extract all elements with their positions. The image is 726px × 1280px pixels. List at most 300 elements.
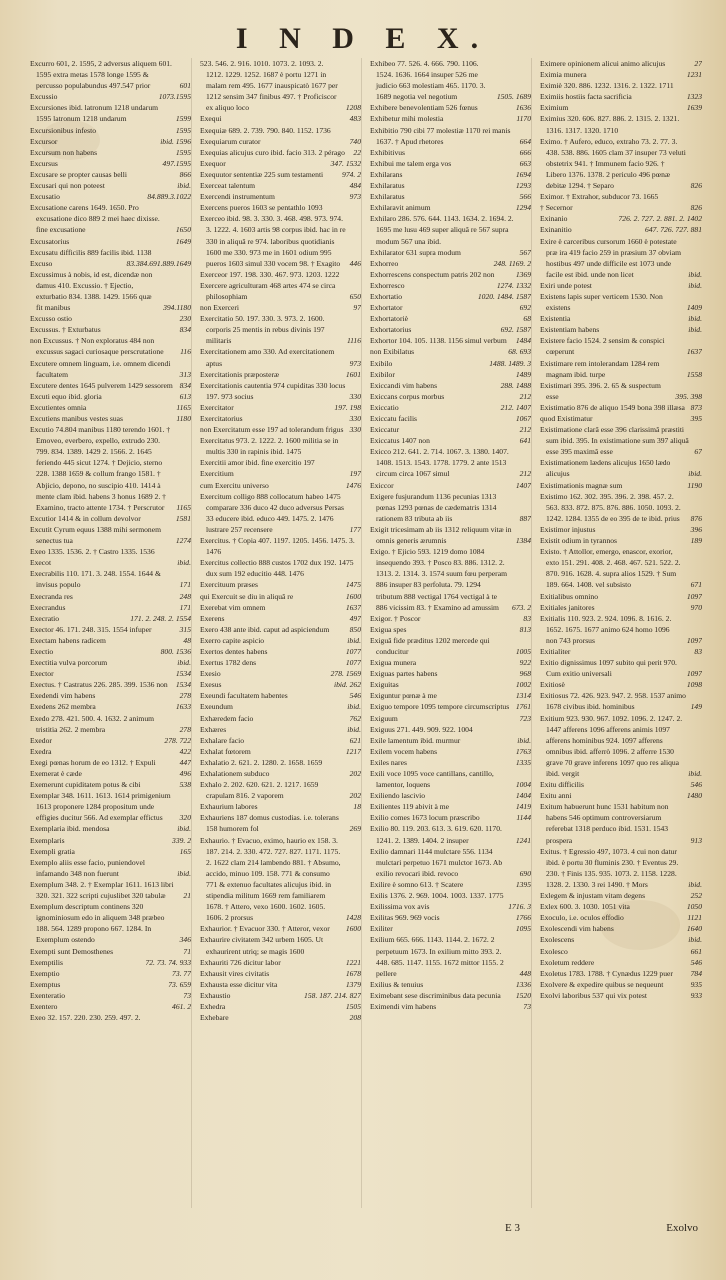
index-entry: [540, 790, 702, 801]
index-entry: [200, 468, 361, 479]
index-entry: [370, 58, 531, 102]
index-entry-reference: 1649: [175, 236, 191, 246]
index-entry: [200, 1012, 361, 1023]
index-entry-term: Excutio 74.804 manibus 1180 terendo 1601. † Emoveo, everbero, expello, extrudo 230. 799. 834. 1389. 1429 2. 1566. 2. 1645 feriendo 445 sicut 1274. † Dejicio, sterno 228. 1388 1659 & collum frango 1581. † Abjicio, depono, no suscipio 410. 1414 à mente clam ibid. habens 3 honus 1689 2. † Examino, tracto attente 1734. † Perscrutor: [30, 425, 171, 512]
index-entry: [370, 524, 531, 546]
index-entry: [370, 757, 531, 768]
index-entry-term: cum Exercitu universo: [200, 480, 269, 490]
index-entry-reference: 171: [179, 580, 191, 590]
index-entry-term: Excursum non habens: [30, 147, 98, 157]
index-entry-reference: 973: [349, 192, 361, 202]
index-entry: [540, 957, 702, 968]
index-entry-term: Exemplaria ibid. mendosa: [30, 824, 110, 834]
index-entry-reference: 313: [179, 369, 191, 379]
index-entry-reference: 601: [179, 81, 191, 91]
index-entry: [370, 679, 531, 690]
index-entry-term: Exhibitivus: [370, 147, 406, 157]
index-entry: [200, 125, 361, 136]
index-entry-reference: 72. 73. 74. 933: [145, 957, 191, 967]
index-entry-term: Exhalare facio: [200, 735, 245, 745]
index-entry: [370, 613, 531, 624]
index-entry-term: Exilio 80. 119. 203. 613. 3. 619. 620. 1170. 1241. 2. 1389. 1404. 2 insuper: [370, 824, 502, 845]
index-entry-reference: ibid.: [688, 769, 702, 778]
index-entry-reference: 834: [179, 380, 191, 390]
index-entry-reference: 165: [179, 846, 191, 856]
index-entry-term: Exeundum: [200, 702, 233, 712]
index-entry: [30, 624, 191, 635]
index-entry-reference: 1428: [345, 913, 361, 923]
index-entry: [30, 568, 191, 590]
index-entry-term: Exercitationis præposteræ: [200, 369, 280, 379]
index-entry: [370, 291, 531, 302]
index-entry-reference: 913: [690, 835, 702, 845]
index-entry-reference: 1637: [345, 602, 361, 612]
index-entry-reference: 647. 726. 727. 881: [645, 225, 702, 235]
index-entry-term: Eximius 320. 606. 827. 886. 2. 1315. 2. 1321. 1316. 1317. 1320. 1710: [540, 114, 680, 135]
index-entry-reference: 692. 1587: [500, 325, 531, 335]
index-entry-term: Excursor: [30, 136, 58, 146]
index-entry-reference: 22: [353, 147, 361, 157]
index-entry-reference: 395. 398: [675, 391, 702, 401]
index-entry-reference: 873: [690, 402, 702, 412]
index-entry-reference: 723: [519, 713, 531, 723]
index-entry: [200, 613, 361, 624]
index-entry: [370, 735, 531, 746]
index-entry-reference: 1395: [515, 879, 531, 889]
index-entry-reference: 347. 1532: [330, 158, 361, 168]
index-entry-term: Exigere fusjurandum 1136 pecunias 1313 pœnas 1293 pœnas de cædematris 1314 rationem 83 tributa ab iis: [370, 491, 497, 523]
index-entry: [540, 224, 702, 235]
index-entry-term: Exilium 665. 666. 1143. 1144. 2. 1672. 2 perpetuum 1673. In exilium mitto 393. 2. 448. 685. 1147. 1155. 1672 mittor 1155. 2 pellere: [370, 935, 504, 978]
index-entry-term: Exiguâ fide præditus 1202 mercede qui conducitur: [370, 635, 490, 656]
index-entry-term: Exeo 1335. 1536. 2. † Castro 1335. 1536: [30, 547, 155, 557]
index-entry-term: Exoculo, i.e. oculos effodio: [540, 913, 624, 923]
index-entry: [540, 69, 702, 80]
index-entry: [200, 690, 361, 701]
index-entry: [540, 979, 702, 990]
index-entry-reference: 73: [523, 1001, 531, 1011]
index-entry: [370, 446, 531, 479]
index-entry-reference: ibid.: [688, 280, 702, 290]
index-entry: [30, 180, 191, 191]
index-entry: [540, 968, 702, 979]
index-entry-reference: 567: [519, 247, 531, 257]
index-entry-term: Exhilaravit animum: [370, 203, 431, 213]
index-entry: [200, 934, 361, 956]
index-entry-reference: 1419: [515, 802, 531, 812]
index-entry: [200, 413, 361, 424]
index-entry: [370, 934, 531, 978]
index-entry: [370, 147, 531, 158]
index-entry-term: Exhortatorius: [370, 325, 412, 335]
index-entry: [540, 946, 702, 957]
index-entry: [200, 302, 361, 313]
index-entry-term: Exlegem & injustam vitam degens: [540, 891, 646, 901]
index-entry: [30, 990, 191, 1001]
index-entry: [540, 602, 702, 613]
index-entry-term: Exhæredem facio: [200, 713, 254, 723]
index-entry: [200, 635, 361, 646]
index-entry-reference: 661: [690, 946, 702, 956]
index-entry: [30, 901, 191, 945]
index-entry: [30, 690, 191, 701]
index-entry: [370, 358, 531, 369]
index-entry: [200, 380, 361, 402]
index-entry-term: Exercitus collectio 888 custos 1702 dux 192. 1475 dux sum 192 educitio 448. 1476: [200, 558, 354, 579]
index-entry-term: Exhilarans: [370, 169, 403, 179]
index-entry: [200, 136, 361, 147]
index-entry-term: Exequiæ 689. 2. 739. 790. 840. 1152. 1736: [200, 125, 331, 135]
index-entry-term: Exeundi facultatem habentes: [200, 691, 288, 701]
index-entry-term: Existentia: [540, 314, 571, 324]
index-entry-term: Exhedra: [200, 1001, 226, 1011]
index-entry-reference: 1005: [515, 646, 531, 656]
index-columns: [30, 58, 702, 1208]
index-entry-reference: 27: [694, 59, 702, 68]
index-entry: [200, 646, 361, 657]
index-entry-term: Exhortator: [370, 303, 403, 313]
index-entry-term: Exiguntur pœnæ à me: [370, 691, 437, 701]
index-entry: [30, 957, 191, 968]
index-entry-reference: 866: [179, 169, 191, 179]
index-entry-reference: 1369: [515, 269, 531, 279]
index-entry-reference: 1766: [515, 913, 531, 923]
index-entry-term: Excussus. † Exturbatus: [30, 325, 101, 335]
index-entry-term: Excutere omnem linguam, i.e. omnem dicendi facultatem: [30, 358, 171, 379]
index-entry: [30, 191, 191, 202]
index-entry-reference: 826: [690, 181, 702, 191]
index-entry-reference: 446: [349, 258, 361, 268]
index-entry-reference: 497: [349, 613, 361, 623]
index-entry: [30, 591, 191, 602]
index-entry-term: Exercitator: [200, 402, 234, 412]
index-entry: [200, 668, 361, 679]
index-entry-term: 523. 546. 2. 916. 1010. 1073. 2. 1093. 2. 1212. 1229. 1252. 1687 è portu 1271 in malam rem 495. 1677 inauspicatò 1677 per 1212 sensim 347 finibus 497. † Proficiscor ex aliquo loco: [200, 59, 338, 113]
index-entry: [370, 402, 531, 413]
index-entry: [200, 979, 361, 990]
index-entry: [370, 768, 531, 790]
index-entry-term: Exoletus 1783. 1788. † Cynædus 1229 puer: [540, 968, 673, 978]
index-entry-term: Exolesco: [540, 946, 568, 956]
index-entry: [200, 679, 361, 690]
index-entry-reference: 1595: [175, 147, 191, 157]
index-entry-reference: ibid.: [177, 181, 191, 191]
index-entry-reference: 1650: [175, 225, 191, 235]
index-entry-term: qui Exercuit se diu in aliquâ re: [200, 591, 294, 601]
index-entry: [30, 391, 191, 402]
index-entry-reference: 1480: [686, 791, 702, 801]
index-entry: [540, 657, 702, 679]
index-entry-reference: 346: [179, 935, 191, 945]
index-entry: [370, 369, 531, 380]
index-entry-reference: ibid.: [688, 325, 702, 335]
index-entry-term: Exinanitio: [540, 225, 572, 235]
index-entry: [30, 979, 191, 990]
index-entry: [540, 358, 702, 380]
index-entry: [540, 58, 702, 69]
index-entry-term: Exiliter: [370, 924, 393, 934]
index-entry-reference: 1293: [515, 181, 531, 191]
index-entry-term: Excusari qui non poteest: [30, 181, 105, 191]
index-entry-reference: ibid.: [177, 658, 191, 668]
index-entry-term: Exilientes 119 abivit à me: [370, 802, 450, 812]
index-entry: [540, 912, 702, 923]
index-entry-term: Exibilor: [370, 369, 395, 379]
index-entry-reference: 278. 1569: [330, 669, 361, 679]
index-entry-term: Exercitationem amo 330. Ad exercitationem aptus: [200, 347, 335, 368]
index-entry-term: Exhilaratus: [370, 181, 405, 191]
index-entry: [200, 768, 361, 779]
index-entry-reference: 1407: [515, 480, 531, 490]
index-entry: [540, 191, 702, 202]
index-entry: [200, 1001, 361, 1012]
index-entry-term: Exemplum 348. 2. † Exemplar 1611. 1613 libri 320. 321. 322 scripti cujuslibet 320 tabulæ: [30, 879, 174, 901]
index-entry-reference: 673. 2: [512, 602, 531, 612]
index-entry-reference: 1761: [515, 702, 531, 712]
index-entry-reference: 974. 2: [342, 169, 361, 179]
index-entry-term: Eximiis hostiis facta sacrificia: [540, 92, 632, 102]
index-entry-reference: 1121: [687, 913, 702, 923]
index-entry-reference: 1505: [345, 1001, 361, 1011]
index-entry-term: Eximia munera: [540, 70, 587, 80]
index-entry-term: Exilio damnari 1144 mulctare 556. 1134 mulctari perpetuo 1671 mulctor 1673. Ab exilio revocari ibid. revoco: [370, 846, 503, 878]
index-entry: [540, 524, 702, 535]
index-entry: [30, 968, 191, 979]
index-entry-reference: 330: [349, 414, 361, 423]
index-entry: [370, 657, 531, 668]
index-entry-term: Exolescens: [540, 935, 575, 945]
index-entry-term: Exitu anni: [540, 791, 572, 801]
index-entry-term: Exhibitio 790 cibi 77 molestiæ 1170 rei manis 1637. † Apud rhetores: [370, 125, 511, 146]
index-entry: [200, 757, 361, 768]
index-entry-term: Exector: [30, 669, 54, 679]
index-entry: [200, 269, 361, 280]
signature-mark: E 3: [505, 1222, 520, 1234]
index-entry: [370, 491, 531, 524]
index-entry-reference: 1384: [515, 536, 531, 546]
index-entry-reference: ibid.: [177, 824, 191, 834]
index-entry-reference: 1050: [686, 902, 702, 912]
index-entry: [30, 657, 191, 668]
index-entry-term: Exhalatio 2. 621. 2. 1280. 2. 1658. 1659: [200, 757, 323, 767]
index-entry-term: Excusare se propter causas belli: [30, 169, 127, 179]
index-entry-term: Exedor: [30, 735, 52, 745]
index-entry-reference: 197: [349, 469, 361, 479]
index-entry-term: Exequutor sententiæ 225 sum testamenti: [200, 169, 324, 179]
index-column-1: [30, 58, 192, 1208]
index-entry-term: Exentero: [30, 1001, 58, 1011]
index-entry-reference: 252: [690, 891, 702, 901]
index-entry-reference: 189: [690, 536, 702, 546]
index-entry-reference: 1409: [686, 303, 702, 313]
index-entry-term: Exercitationis cautentia 974 cupiditas 330 locus 197. 973 socius: [200, 380, 346, 401]
index-entry-reference: 1379: [345, 979, 361, 989]
index-entry: [200, 835, 361, 924]
index-entry-reference: 339. 2: [172, 835, 191, 845]
index-entry-term: Exitu difficilis: [540, 780, 584, 790]
index-entry-term: Exercitus. † Copia 407. 1197. 1205. 1456. 1475. 3. 1476: [200, 536, 355, 557]
index-entry-term: Existens lapis super verticem 1530. Non existens: [540, 291, 663, 313]
index-entry: [370, 480, 531, 491]
index-entry: [30, 58, 191, 91]
index-entry-term: Exilis 1376. 2. 969. 1004. 1003. 1337. 1775: [370, 891, 504, 901]
index-entry: [540, 591, 702, 602]
index-entry-term: Exercitii amor ibid. fine exercitio 197: [200, 458, 315, 468]
index-entry: [200, 313, 361, 346]
index-entry-reference: 48: [183, 635, 191, 645]
index-entry: [200, 624, 361, 635]
index-entry: [540, 113, 702, 135]
index-entry: [30, 147, 191, 158]
index-entry-term: Excussimus à nobis, id est, dicendæ non damus 410. Excussio. † Ejectio, exturbatio 834. 1388. 1429. 1566 quæ fit manibus: [30, 269, 153, 313]
index-entry-term: Exile lamentum ibid. murmur: [370, 735, 461, 745]
index-entry: [200, 801, 361, 812]
index-entry-term: Exercere agriculturam 468 artes 474 se circa philosophiam: [200, 280, 336, 301]
index-entry-term: Exiguitas: [370, 680, 399, 690]
index-entry: [200, 158, 361, 169]
index-entry-term: Exibilo: [370, 358, 393, 368]
index-entry-term: Exitiosè: [540, 680, 565, 690]
index-entry: [200, 346, 361, 368]
index-entry-term: Exeo 32. 157. 220. 230. 259. 497. 2.: [30, 1013, 141, 1023]
index-entry: [540, 779, 702, 790]
index-entry: [30, 202, 191, 235]
index-entry: [370, 180, 531, 191]
index-entry-reference: 663: [519, 158, 531, 168]
index-entry-reference: 1558: [686, 369, 702, 379]
index-entry-term: Exesio: [200, 669, 221, 679]
index-entry-term: Exercitatio 50. 197. 330. 3. 973. 2. 1600. corporis 25 mentis in rebus divinis 197 militaris: [200, 314, 325, 346]
index-entry-term: Exerebat vim omnem: [200, 602, 266, 612]
index-entry: [540, 480, 702, 491]
index-entry-term: Excusatio: [30, 192, 60, 202]
index-entry-term: Exiccor: [370, 480, 394, 490]
index-entry: [30, 102, 191, 124]
index-entry-reference: 422: [179, 746, 191, 756]
index-entry-reference: 813: [519, 624, 531, 634]
index-entry-term: Eximebant sese discriminibus data pecunia: [370, 990, 501, 1000]
index-entry-reference: 1077: [345, 658, 361, 668]
index-entry: [200, 779, 361, 801]
index-entry-reference: 1217: [345, 746, 361, 756]
index-entry-term: Exilem vocem habens: [370, 746, 438, 756]
index-entry-reference: 1678: [345, 968, 361, 978]
index-entry-term: Exempli gratia: [30, 846, 75, 856]
index-entry: [30, 613, 191, 624]
index-entry-term: Exercitatus 973. 2. 1222. 2. 1600 militia se in multis 330 in rapinis ibid. 1475: [200, 436, 339, 457]
index-entry: [370, 435, 531, 446]
index-entry-reference: ibid.: [347, 724, 361, 734]
index-entry-reference: ibid.: [347, 702, 361, 712]
index-entry-term: non Exercitatum esse 197 ad tolerandum frigus: [200, 425, 344, 435]
index-entry-term: Exinanio: [540, 214, 568, 224]
index-entry-term: Exhorreo: [370, 258, 399, 268]
index-entry-term: Exolvi laboribus 537 qui vix potest: [540, 990, 647, 1000]
index-entry: [200, 369, 361, 380]
index-entry-term: Exitiosus 72. 426. 923. 947. 2. 958. 1537 animo 1678 civibus ibid. hominibus: [540, 691, 686, 712]
index-entry: [200, 657, 361, 668]
index-entry-reference: 395: [690, 414, 702, 423]
index-entry: [200, 713, 361, 724]
index-entry: [370, 1001, 531, 1012]
index-entry-reference: 83: [523, 613, 531, 623]
index-column-4: [540, 58, 702, 1208]
index-entry-reference: 968: [519, 669, 531, 679]
index-entry-reference: ibid.: [688, 879, 702, 889]
index-entry: [200, 968, 361, 979]
index-entry-reference: 933: [690, 990, 702, 1000]
index-entry-term: Excutit Cyrum equus 1388 mihi sermonem senectus tua: [30, 524, 161, 546]
index-entry-reference: 1476: [345, 480, 361, 490]
index-entry-reference: 177: [349, 524, 361, 534]
index-entry: [370, 391, 531, 402]
index-entry: [370, 191, 531, 202]
index-entry-reference: 1073.1595: [158, 92, 191, 102]
index-entry-term: Exigo. † Ejicio 593. 1219 domo 1084 insequendo 393. † Posco 83. 886. 1312. 2. 1313. 2. 1314. 3. 1574 suum fœu perperam 886 insuper 83 perfoluta. 79. 1294 tributum 888 vectigal 1764 vectigal à te 886 vicissim 83. † Examino ad amussim: [370, 547, 507, 612]
index-entry: [370, 823, 531, 845]
index-entry: [540, 91, 702, 102]
index-entry-term: Existo. † Attollor, emergo, enascor, exorior, exto 151. 291. 408. 2. 468. 467. 521. 522. 2. 870. 916. 1628. 4. supra alios 1529. † Sum 189. 664. 1408. vel subsisto: [540, 547, 681, 590]
index-entry-term: Exhorresco: [370, 280, 405, 290]
index-entry-term: Existimo 162. 302. 395. 396. 2. 398. 457. 2. 563. 833. 872. 875. 876. 886. 1050. 1093. 2. 1242. 1284. 1355 de eo 395 de te ibid. prius: [540, 491, 681, 523]
index-entry: [200, 435, 361, 457]
index-entry-term: Exiccans corpus morbus: [370, 391, 445, 401]
index-entry: [30, 1012, 191, 1023]
index-entry-term: Exequi: [200, 114, 222, 124]
index-entry: [370, 546, 531, 613]
index-entry-reference: 1241: [515, 835, 531, 845]
index-entry: [370, 269, 531, 280]
index-entry-term: Exhauriti 726 dicitur labor: [200, 957, 281, 967]
index-entry: [540, 413, 702, 424]
index-entry-term: Exilius & tenuius: [370, 979, 424, 989]
index-entry: [200, 957, 361, 968]
index-entry: [30, 668, 191, 679]
index-entry-term: Eximendi vim habens: [370, 1001, 437, 1011]
index-entry-term: Exerceat talentum: [200, 181, 256, 191]
index-entry: [370, 113, 531, 124]
index-entry-term: Existimationis magnæ sum: [540, 480, 623, 490]
index-entry: [200, 280, 361, 302]
index-entry-term: Excussio: [30, 92, 58, 102]
index-entry: [30, 258, 191, 269]
index-entry-reference: 1097: [686, 591, 702, 601]
index-entry: [200, 402, 361, 413]
index-entry: [370, 635, 531, 657]
index-entry-reference: 650: [349, 291, 361, 301]
index-entry-reference: 171: [179, 602, 191, 612]
index-entry-term: Excuti equo ibid. gloria: [30, 391, 102, 401]
index-entry-term: Exhortor 104. 105. 1138. 1156 simul verbum: [370, 336, 507, 346]
index-entry: [370, 901, 531, 912]
index-entry-term: Exlex 600. 3. 1030. 1051 vita: [540, 902, 630, 912]
index-entry-reference: ibid.: [177, 868, 191, 878]
index-entry-term: Existit odium in tyrannos: [540, 536, 617, 546]
index-entry: [30, 524, 191, 546]
index-entry-term: Excutior 1414 & in collum devolvor: [30, 513, 141, 523]
index-entry-reference: ibid. 262: [333, 680, 361, 690]
index-entry-reference: 1335: [515, 757, 531, 767]
index-entry-reference: 1763: [515, 746, 531, 756]
index-entry: [30, 779, 191, 790]
index-entry: [370, 713, 531, 724]
index-entry-reference: 73. 659: [168, 979, 191, 989]
index-entry: [540, 546, 702, 590]
index-entry-term: Eximo. † Aufero, educo, extraho 73. 2. 77. 3. 438. 538. 886. 1605 clam 37 insuper 73 veluti obstetrix 941. † Immunem facio 926. † Libero 1376. 1378. 2 periculo 496 pœnæ debitæ 1294. † Separo: [540, 136, 686, 191]
index-entry: [540, 613, 702, 646]
index-entry: [200, 990, 361, 1001]
index-entry-reference: 1636: [515, 103, 531, 113]
